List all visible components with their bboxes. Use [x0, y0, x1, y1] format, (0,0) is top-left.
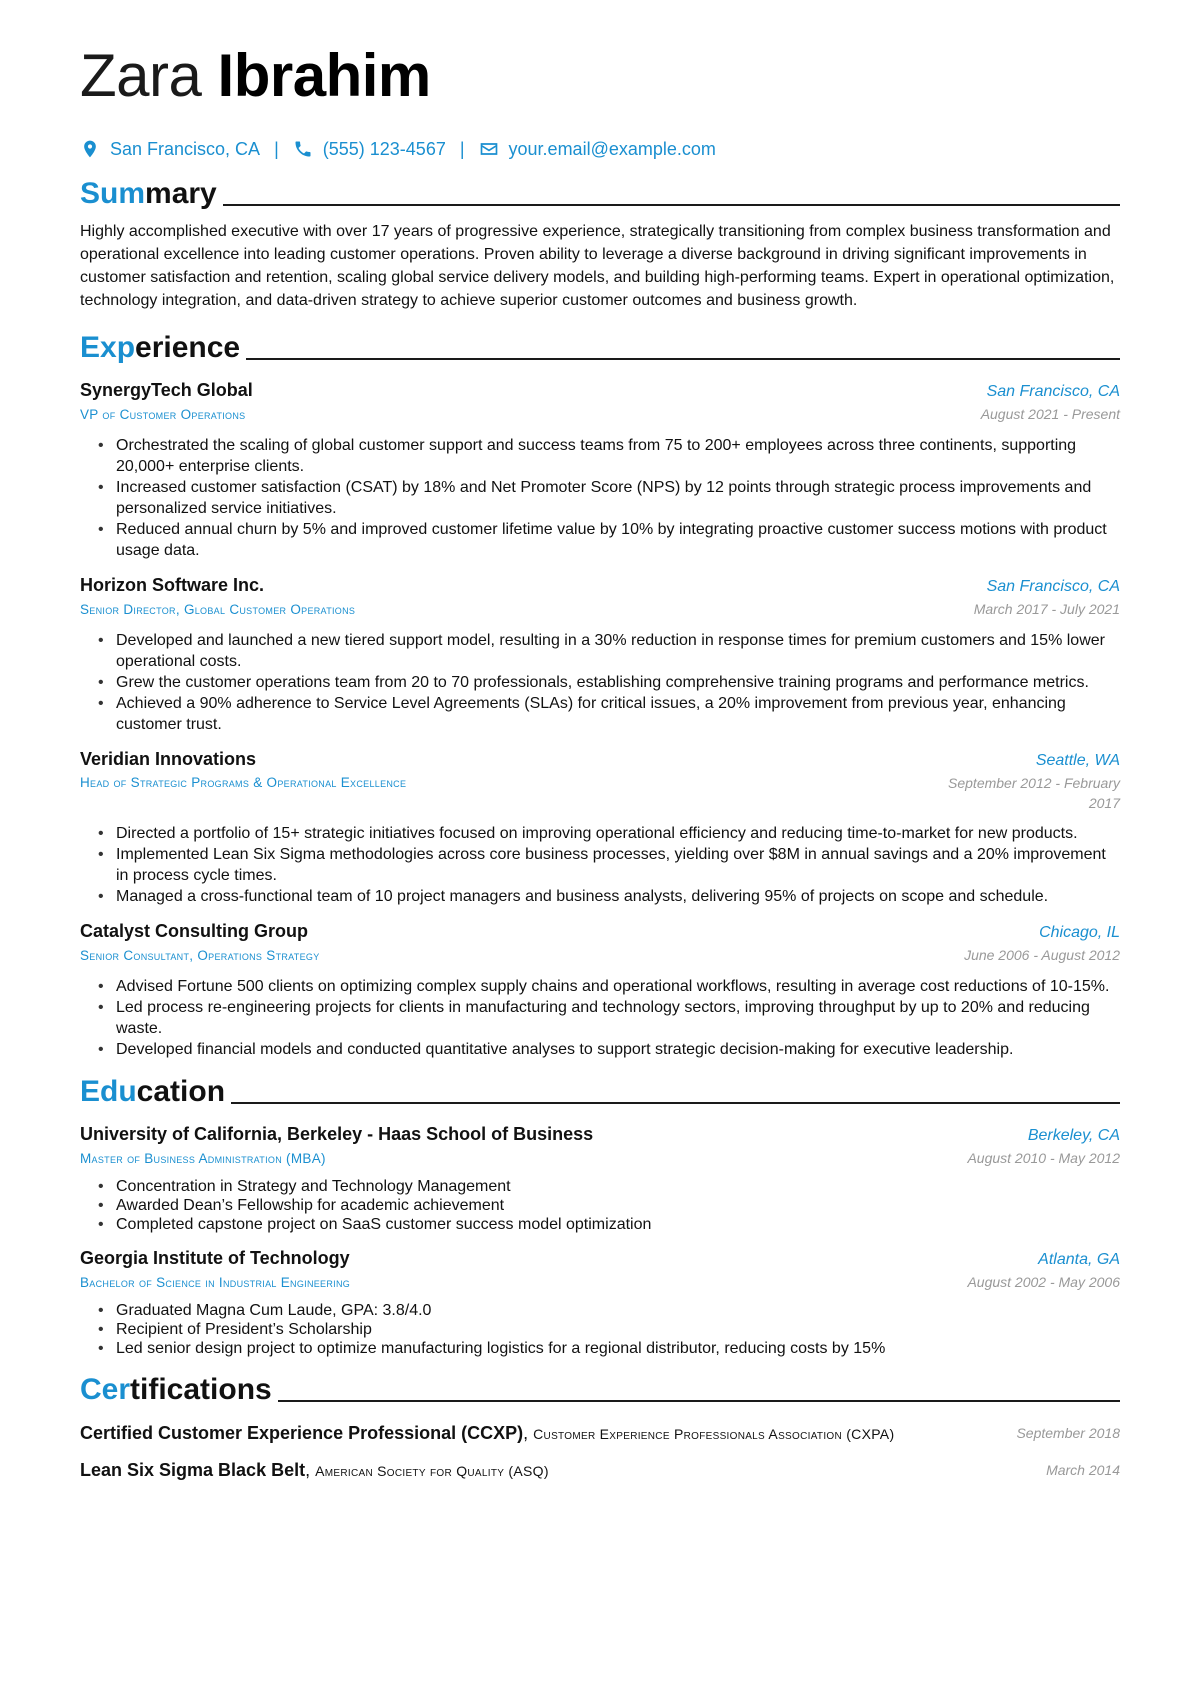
bullet-item: • Developed and launched a new tiered support model, resulting in a 30% reduction in response times for premium customers and 15% lower operational costs.	[98, 630, 1110, 672]
bullet-list	[80, 1301, 1120, 1358]
heading-rest: cation	[136, 1075, 226, 1108]
bullet-item: • Increased customer satisfaction (CSAT) by 18% and Net Promoter Score (NPS) by 12 points through strategic process improvements and personalized service initiatives.	[98, 477, 1110, 519]
bullet-item: • Awarded Dean’s Fellowship for academic achievement	[98, 1196, 1110, 1215]
school-location: Atlanta, GA	[1038, 1251, 1120, 1268]
bullet-item: • Achieved a 90% adherence to Service Level Agreements (SLAs) for critical issues, a 20% improvement from previous year, enhancing customer trust.	[98, 693, 1110, 735]
map-marker-icon	[80, 139, 100, 159]
envelope-icon	[479, 139, 499, 159]
last-name: Ibrahim	[217, 42, 431, 109]
org-name: Veridian Innovations	[80, 749, 257, 769]
bullet-item: • Implemented Lean Six Sigma methodologies across core business processes, yielding over $8M in annual savings and a 20% improvement in process cycle times.	[98, 844, 1110, 886]
school-name: Georgia Institute of Technology	[80, 1248, 350, 1268]
org-name: Catalyst Consulting Group	[80, 921, 309, 941]
org-location: Chicago, IL	[1039, 924, 1120, 941]
org-name: SynergyTech Global	[80, 380, 253, 400]
bullet-item: • Grew the customer operations team from 20 to 70 professionals, establishing comprehensive training programs and performance metrics.	[98, 672, 1110, 693]
bullet-item: • Completed capstone project on SaaS customer success model optimization	[98, 1215, 1110, 1234]
bullet-item: • Led senior design project to optimize manufacturing logistics for a regional distributor, reducing costs by 15%	[98, 1339, 1110, 1358]
contact-email[interactable]	[479, 139, 716, 160]
heading-rest: tifications	[130, 1373, 272, 1406]
certification-entry: Certified Customer Experience Professional (CCXP), Customer Experience Professionals Association (CXPA) September 2018	[80, 1423, 1120, 1443]
bullet-list	[80, 630, 1120, 735]
degree-title: Bachelor of Science in Industrial Engineering	[80, 1275, 351, 1290]
date-range: August 2021 - Present	[980, 406, 1120, 422]
heading-rest: erience	[135, 331, 241, 364]
bullet-item: • Led process re-engineering projects for clients in manufacturing and technology sectors, improving throughput by up to 20% and reducing waste.	[98, 997, 1110, 1039]
candidate-name	[80, 40, 1120, 112]
first-name: Zara	[80, 42, 202, 109]
bullet-item: • Reduced annual churn by 5% and improved customer lifetime value by 10% by integrating proactive customer success motions with product usage data.	[98, 519, 1110, 561]
certification-entry: Lean Six Sigma Black Belt, American Society for Quality (ASQ) March 2014	[80, 1460, 1120, 1480]
role-title: Senior Consultant, Operations Strategy	[80, 948, 320, 963]
phone-text: (555) 123-4567	[322, 138, 446, 159]
heading-accent: Exp	[80, 331, 136, 364]
experience-entry	[80, 919, 1120, 1060]
email-text: your.email@example.com	[508, 138, 716, 159]
date-range: June 2006 - August 2012	[964, 947, 1120, 963]
heading-rest: mary	[145, 177, 217, 210]
heading-accent: Sum	[80, 177, 146, 210]
experience-heading	[80, 326, 1120, 366]
contact-separator: |	[459, 138, 465, 159]
date-range: March 2017 - July 2021	[973, 601, 1120, 617]
education-heading	[80, 1070, 1120, 1110]
org-location: San Francisco, CA	[986, 578, 1120, 595]
summary-text: Highly accomplished executive with over 17 years of progressive experience, strategically transitioning from complex business transformation and operational excellence into leading customer operations. Proven ability to leverage a diverse background in driving significant improvements in customer satisfaction and retention, scaling global service delivery models, and building high-performing teams. Expert in operational optimization, technology integration, and data-driven strategy to achieve superior customer outcomes and business growth.	[80, 223, 1115, 309]
cert-name: Certified Customer Experience Professional (CCXP)	[80, 1423, 524, 1443]
heading-rule	[223, 204, 1120, 206]
contact-separator: |	[274, 138, 279, 159]
date-range: September 2012 - February 2017	[948, 775, 1120, 811]
degree-title: Master of Business Administration (MBA)	[80, 1151, 326, 1166]
heading-rule	[231, 1102, 1120, 1104]
bullet-item: • Concentration in Strategy and Technology Management	[98, 1177, 1110, 1196]
date-range: August 2002 - May 2006	[967, 1274, 1120, 1290]
contact-bar	[80, 136, 1120, 162]
bullet-list	[80, 1177, 1120, 1234]
school-name: University of California, Berkeley - Haas School of Business	[80, 1124, 594, 1144]
experience-entry	[80, 747, 1120, 907]
school-location: Berkeley, CA	[1027, 1127, 1120, 1144]
cert-name: Lean Six Sigma Black Belt	[80, 1460, 306, 1480]
bullet-item: • Developed financial models and conducted quantitative analyses to support strategic decision-making for executive leadership.	[98, 1039, 1110, 1060]
location-text: San Francisco, CA	[110, 138, 261, 159]
heading-accent: Cer	[80, 1373, 131, 1406]
bullet-list	[80, 976, 1120, 1060]
bullet-list	[80, 823, 1120, 907]
bullet-item: • Graduated Magna Cum Laude, GPA: 3.8/4.0	[98, 1301, 1110, 1320]
contact-phone[interactable]	[293, 139, 446, 160]
bullet-item: • Managed a cross-functional team of 10 project managers and business analysts, delivering 95% of projects on scope and schedule.	[98, 886, 1110, 907]
bullet-item: • Directed a portfolio of 15+ strategic initiatives focused on improving operational efficiency and reducing time-to-market for new products.	[98, 823, 1110, 844]
experience-entry	[80, 573, 1120, 735]
heading-rule	[278, 1400, 1120, 1402]
bullet-item: • Advised Fortune 500 clients on optimizing complex supply chains and operational workflows, resulting in average cost reductions of 10-15%.	[98, 976, 1110, 997]
heading-rule	[246, 358, 1120, 360]
bullet-item: • Recipient of President’s Scholarship	[98, 1320, 1110, 1339]
role-title: Senior Director, Global Customer Operations	[80, 602, 356, 617]
org-name: Horizon Software Inc.	[80, 575, 265, 595]
bullet-list	[80, 435, 1120, 561]
summary-heading	[80, 172, 1120, 212]
role-title: VP of Customer Operations	[80, 407, 246, 422]
bullet-item: • Orchestrated the scaling of global customer support and success teams from 75 to 200+ employees across three continents, supporting 20,000+ enterprise clients.	[98, 435, 1110, 477]
date-range: August 2010 - May 2012	[967, 1150, 1120, 1166]
education-entry	[80, 1246, 1120, 1358]
contact-location	[80, 139, 260, 160]
org-location: San Francisco, CA	[986, 383, 1120, 400]
education-entry	[80, 1122, 1120, 1234]
role-title: Head of Strategic Programs & Operational Excellence	[80, 775, 407, 790]
certifications-heading	[80, 1368, 1120, 1408]
org-location: Seattle, WA	[1035, 752, 1120, 769]
cert-date: September 2018	[1016, 1425, 1120, 1441]
phone-icon	[293, 139, 313, 159]
cert-issuer: American Society for Quality (ASQ)	[315, 1463, 549, 1479]
heading-accent: Edu	[80, 1075, 137, 1108]
cert-issuer: Customer Experience Professionals Association (CXPA)	[533, 1426, 895, 1442]
experience-entry	[80, 378, 1120, 561]
cert-date: March 2014	[1046, 1462, 1120, 1478]
